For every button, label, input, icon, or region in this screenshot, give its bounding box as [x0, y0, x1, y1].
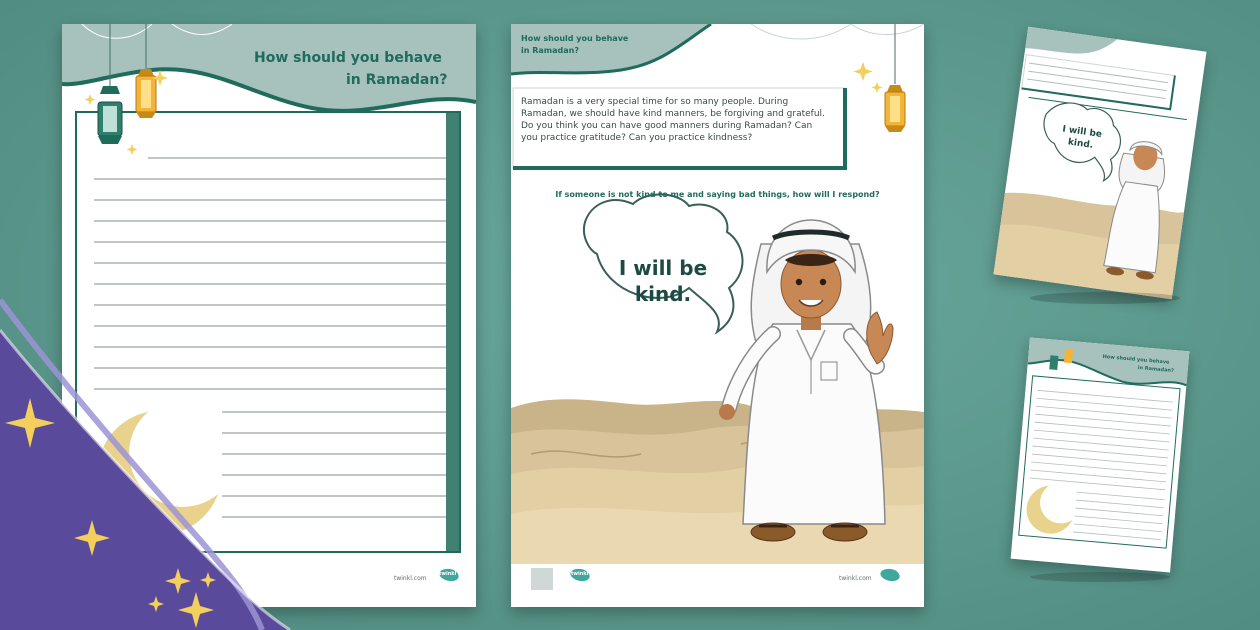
page2-intro-text: Ramadan is a very special time for so many people. During Ramadan, we should have kind manners, be forgiving and grateful. Do you think you can have good manners during Ramadan? Can you practice gratitude? Can you practice kindness? [521, 97, 825, 143]
page1-title-line1: How should you behave [254, 50, 442, 66]
page2-footer-site: twinkl.com [839, 575, 872, 582]
page2-logo-center: twinkl [571, 571, 589, 577]
thumb1-bubble-line1: I will be [1061, 124, 1103, 140]
thumb2-title-line1: How should you behave [1102, 353, 1170, 366]
page2-title-line2: in Ramadan? [521, 46, 579, 55]
page1-footer-site: twinkl.com [394, 575, 427, 582]
bubble-text-line2: kind. [634, 282, 692, 306]
bubble-text-line1: I will be [618, 256, 708, 280]
page2-title-line1: How should you behave [521, 34, 629, 43]
page2-question: If someone is not kind to me and saying bad things, how will I respond? [555, 190, 880, 199]
thumb2-title-line2: in Ramadan? [1137, 364, 1175, 375]
page1-logo: twinkl [439, 571, 457, 577]
page1-title-line2: in Ramadan? [346, 72, 448, 88]
thumb1-bubble-line2: kind. [1067, 137, 1094, 151]
